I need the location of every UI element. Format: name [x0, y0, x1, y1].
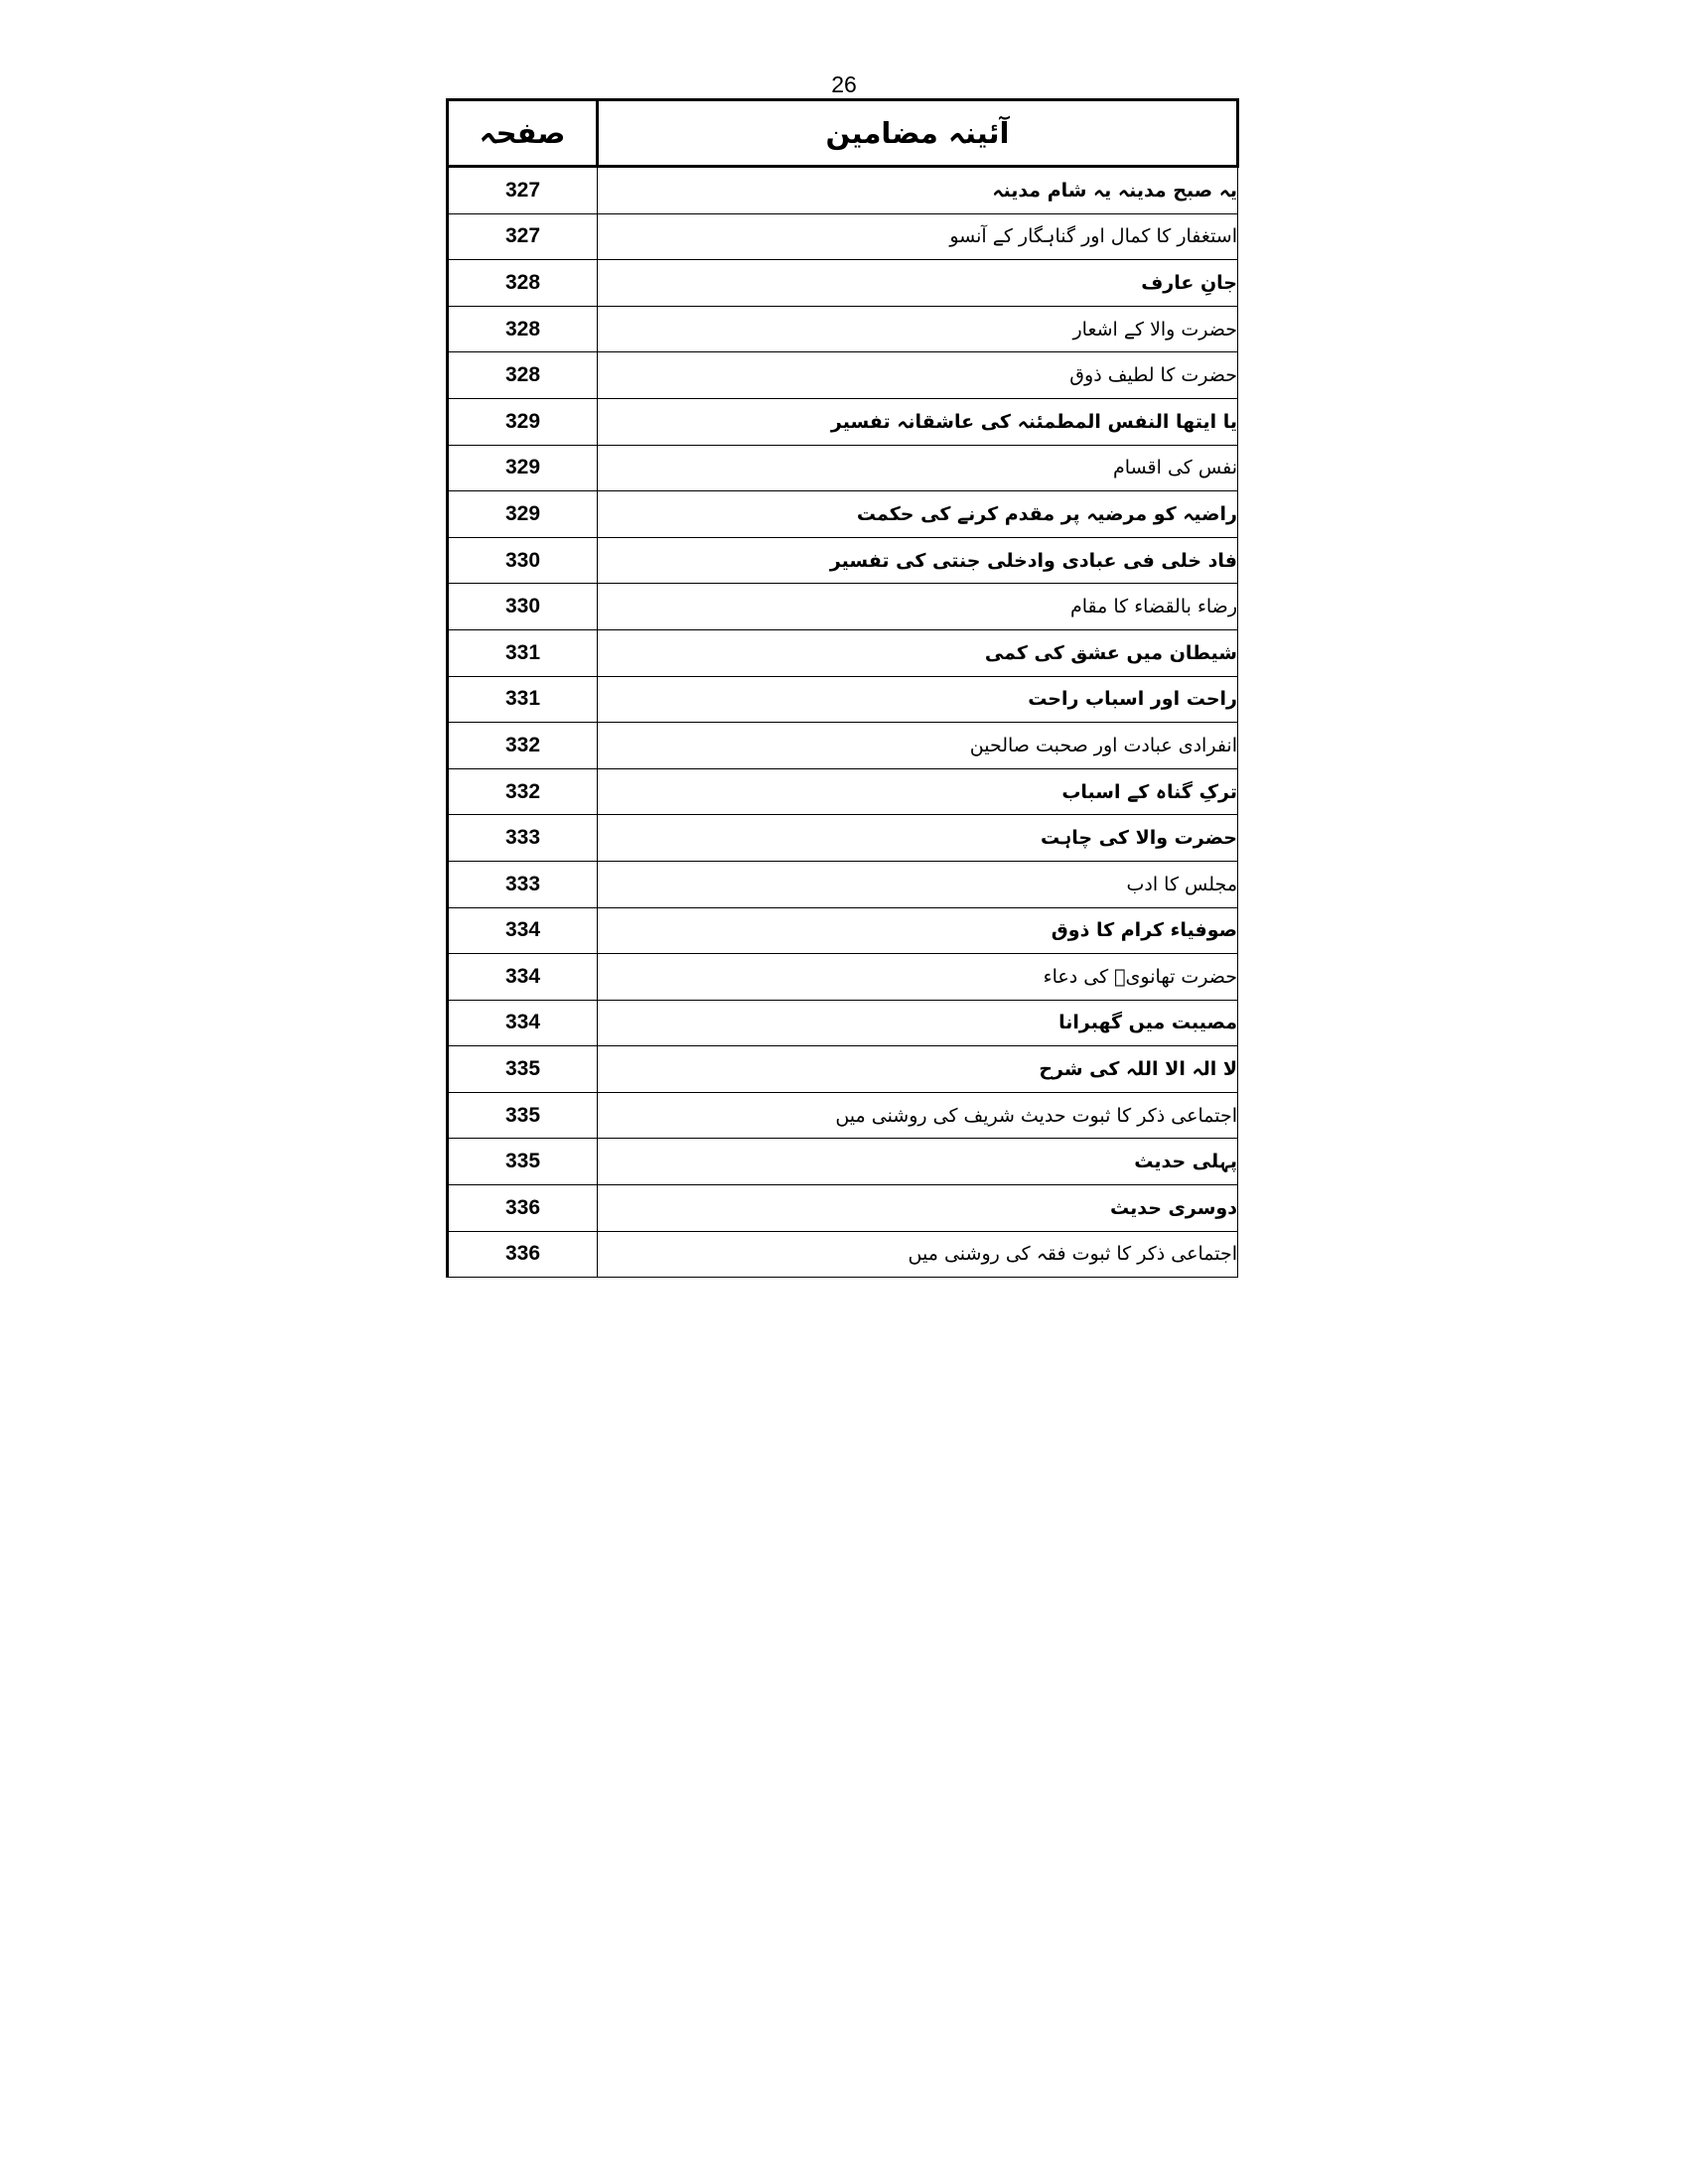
row-page-number: 333: [448, 861, 598, 907]
row-page-number: 328: [448, 260, 598, 307]
table-row: [448, 1000, 1238, 1046]
row-page-number: 328: [448, 306, 598, 352]
row-title: لا الہ الا اللہ کی شرح: [598, 1046, 1238, 1093]
row-page-number: 329: [448, 445, 598, 491]
table-row: [448, 398, 1238, 445]
row-page-number: 332: [448, 768, 598, 815]
table-row: [448, 167, 1238, 214]
row-title: ترکِ گناہ کے اسباب: [598, 768, 1238, 815]
header-title-column: آئینہ مضامین: [598, 100, 1238, 167]
table-row: [448, 676, 1238, 723]
row-page-number: 331: [448, 629, 598, 676]
row-title: حضرت تھانویؒ کی دعاء: [598, 954, 1238, 1001]
row-page-number: 327: [448, 167, 598, 214]
row-page-number: 329: [448, 491, 598, 538]
row-title: نفس کی اقسام: [598, 445, 1238, 491]
row-title: انفرادی عبادت اور صحبت صالحین: [598, 723, 1238, 769]
row-page-number: 330: [448, 537, 598, 584]
row-title: مجلس کا ادب: [598, 861, 1238, 907]
row-title: فاد خلی فی عبادی وادخلی جنتی کی تفسیر: [598, 537, 1238, 584]
table-row: [448, 1185, 1238, 1232]
table-of-contents: [446, 98, 1239, 1278]
row-page-number: 330: [448, 584, 598, 630]
row-title: شیطان میں عشق کی کمی: [598, 629, 1238, 676]
row-title: حضرت والا کے اشعار: [598, 306, 1238, 352]
row-page-number: 336: [448, 1231, 598, 1278]
row-page-number: 334: [448, 1000, 598, 1046]
table-row: [448, 815, 1238, 862]
row-page-number: 329: [448, 398, 598, 445]
header-page-column: صفحہ: [448, 100, 598, 167]
row-page-number: 332: [448, 723, 598, 769]
row-title: رضاء بالقضاء کا مقام: [598, 584, 1238, 630]
table-row: [448, 861, 1238, 907]
header-row: [448, 100, 1238, 167]
row-page-number: 327: [448, 213, 598, 260]
row-page-number: 335: [448, 1139, 598, 1185]
row-page-number: 335: [448, 1092, 598, 1139]
row-title: دوسری حدیث: [598, 1185, 1238, 1232]
table-row: [448, 1046, 1238, 1093]
row-page-number: 333: [448, 815, 598, 862]
table-row: [448, 723, 1238, 769]
row-page-number: 331: [448, 676, 598, 723]
row-title: اجتماعی ذکر کا ثبوت حدیث شریف کی روشنی میں: [598, 1092, 1238, 1139]
row-title: راحت اور اسباب راحت: [598, 676, 1238, 723]
table-row: [448, 584, 1238, 630]
row-page-number: 336: [448, 1185, 598, 1232]
table-row: [448, 537, 1238, 584]
table-row: [448, 954, 1238, 1001]
row-title: راضیہ کو مرضیہ پر مقدم کرنے کی حکمت: [598, 491, 1238, 538]
table-row: [448, 260, 1238, 307]
row-title: حضرت والا کی چاہت: [598, 815, 1238, 862]
toc-body: [448, 167, 1238, 1278]
row-title: پہلی حدیث: [598, 1139, 1238, 1185]
row-page-number: 328: [448, 352, 598, 399]
row-title: اجتماعی ذکر کا ثبوت فقہ کی روشنی میں: [598, 1231, 1238, 1278]
table-row: [448, 213, 1238, 260]
table-row: [448, 491, 1238, 538]
table-row: [448, 907, 1238, 954]
table-row: [448, 1231, 1238, 1278]
row-page-number: 334: [448, 907, 598, 954]
table-row: [448, 768, 1238, 815]
row-title: یا ایتھا النفس المطمئنہ کی عاشقانہ تفسیر: [598, 398, 1238, 445]
row-title: جانِ عارف: [598, 260, 1238, 307]
row-page-number: 335: [448, 1046, 598, 1093]
table-row: [448, 1092, 1238, 1139]
row-title: حضرت کا لطیف ذوق: [598, 352, 1238, 399]
table-row: [448, 1139, 1238, 1185]
table-row: [448, 306, 1238, 352]
row-title: مصیبت میں گھبرانا: [598, 1000, 1238, 1046]
table-row: [448, 352, 1238, 399]
row-page-number: 334: [448, 954, 598, 1001]
row-title: استغفار کا کمال اور گناہگار کے آنسو: [598, 213, 1238, 260]
row-title: صوفیاء کرام کا ذوق: [598, 907, 1238, 954]
row-title: یہ صبح مدینہ یہ شام مدینہ: [598, 167, 1238, 214]
table-row: [448, 629, 1238, 676]
page-number: 26: [831, 71, 857, 97]
table-row: [448, 445, 1238, 491]
